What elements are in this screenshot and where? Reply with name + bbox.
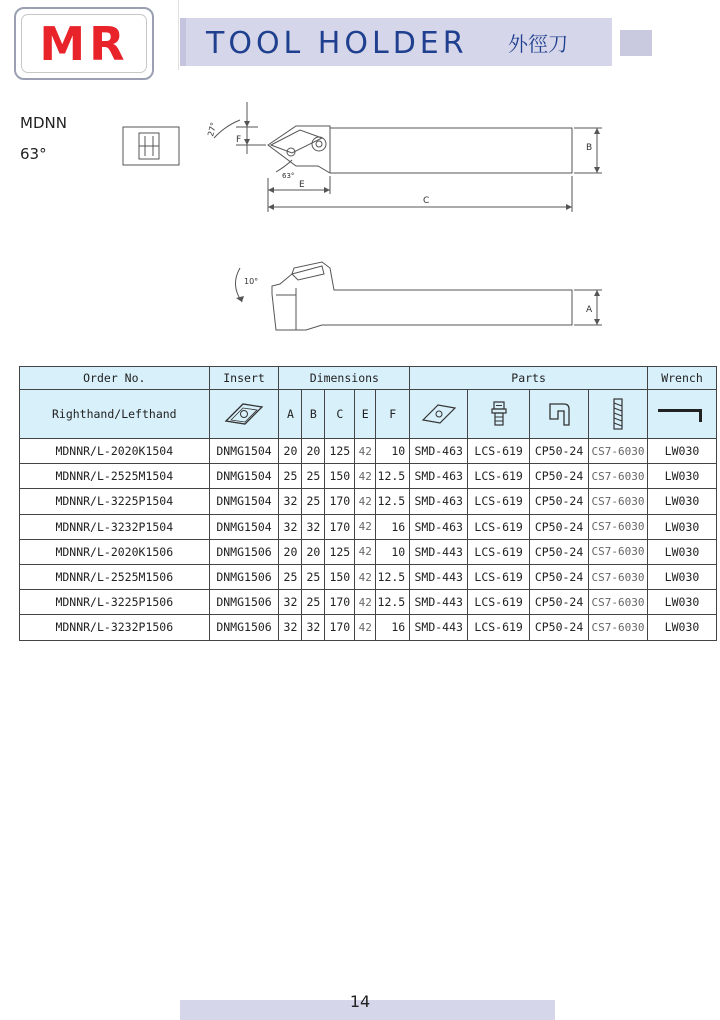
- angle-63-label: 63°: [282, 172, 295, 180]
- cell-part-shim-screw: LCS-619: [468, 564, 530, 589]
- page-number: 14: [349, 992, 371, 1011]
- cell-insert: DNMG1504: [209, 514, 279, 539]
- cell-dim-f: 10: [376, 539, 410, 564]
- cell-part-shim-screw: LCS-619: [468, 539, 530, 564]
- header-row-1: [20, 367, 717, 390]
- cell-part-insert-screw: SMD-443: [410, 539, 468, 564]
- cell-dim-e: 42: [355, 439, 376, 464]
- cell-part-set-screw: CS7-6030: [589, 539, 648, 564]
- cell-wrench: LW030: [647, 489, 716, 514]
- insert-diamond-icon: [410, 390, 468, 439]
- cell-dim-f: 12.5: [376, 464, 410, 489]
- cell-part-set-screw: CS7-6030: [589, 514, 648, 539]
- cell-dim-a: 25: [279, 464, 302, 489]
- cell-part-shim-screw: LCS-619: [468, 464, 530, 489]
- cell-part-insert-screw: SMD-463: [410, 489, 468, 514]
- cell-dim-f: 16: [376, 615, 410, 640]
- cell-dim-c: 125: [325, 539, 355, 564]
- cell-part-clamp: CP50-24: [530, 464, 589, 489]
- cell-order-no: MDNNR/L-2525M1506: [20, 564, 210, 589]
- col-parts: Parts: [410, 367, 648, 390]
- col-dim-e: E: [355, 390, 376, 439]
- col-dim-a: A: [279, 390, 302, 439]
- cell-wrench: LW030: [647, 564, 716, 589]
- table-row: [20, 514, 717, 539]
- cell-dim-e: 42: [355, 590, 376, 615]
- model-name: MDNN: [20, 114, 67, 132]
- cell-dim-b: 25: [302, 464, 325, 489]
- cell-dim-c: 170: [325, 489, 355, 514]
- cell-dim-b: 25: [302, 489, 325, 514]
- cell-dim-f: 10: [376, 439, 410, 464]
- cell-part-insert-screw: SMD-443: [410, 590, 468, 615]
- cell-dim-e: 42: [355, 615, 376, 640]
- side-view: [235, 262, 602, 330]
- angle-27-label: 27°: [206, 121, 219, 138]
- cell-part-clamp: CP50-24: [530, 590, 589, 615]
- cell-order-no: MDNNR/L-2020K1506: [20, 539, 210, 564]
- cell-insert: DNMG1506: [209, 564, 279, 589]
- cell-dim-f: 12.5: [376, 489, 410, 514]
- cell-part-shim-screw: LCS-619: [468, 489, 530, 514]
- cell-dim-b: 25: [302, 564, 325, 589]
- end-view: [123, 127, 179, 165]
- set-screw-icon: [589, 390, 648, 439]
- logo-text: MR: [39, 16, 129, 71]
- cell-dim-c: 125: [325, 439, 355, 464]
- cell-wrench: LW030: [647, 464, 716, 489]
- cell-part-clamp: CP50-24: [530, 564, 589, 589]
- table-row: [20, 564, 717, 589]
- spec-table-body: [20, 439, 717, 641]
- cell-order-no: MDNNR/L-2525M1504: [20, 464, 210, 489]
- cell-insert: DNMG1504: [209, 464, 279, 489]
- cell-part-clamp: CP50-24: [530, 514, 589, 539]
- cell-part-set-screw: CS7-6030: [589, 590, 648, 615]
- title-decoration: [620, 30, 652, 56]
- cell-part-set-screw: CS7-6030: [589, 439, 648, 464]
- col-wrench: Wrench: [647, 367, 716, 390]
- cell-dim-c: 150: [325, 564, 355, 589]
- cell-part-insert-screw: SMD-463: [410, 439, 468, 464]
- cell-insert: DNMG1504: [209, 439, 279, 464]
- cell-dim-a: 20: [279, 539, 302, 564]
- cell-part-clamp: CP50-24: [530, 615, 589, 640]
- header-divider: [178, 0, 179, 70]
- cell-part-shim-screw: LCS-619: [468, 615, 530, 640]
- table-row: [20, 615, 717, 640]
- cell-part-clamp: CP50-24: [530, 489, 589, 514]
- cell-part-shim-screw: LCS-619: [468, 590, 530, 615]
- cell-dim-c: 170: [325, 615, 355, 640]
- cell-wrench: LW030: [647, 539, 716, 564]
- table-row: [20, 489, 717, 514]
- clamp-icon: [530, 390, 589, 439]
- header-row-2: [20, 390, 717, 439]
- dim-b-label: B: [586, 143, 593, 153]
- cell-part-insert-screw: SMD-463: [410, 514, 468, 539]
- angle-10-label: 10°: [244, 277, 259, 286]
- cell-order-no: MDNNR/L-2020K1504: [20, 439, 210, 464]
- cell-dim-a: 32: [279, 489, 302, 514]
- cell-order-no: MDNNR/L-3232P1504: [20, 514, 210, 539]
- cell-dim-f: 12.5: [376, 590, 410, 615]
- cell-order-no: MDNNR/L-3225P1504: [20, 489, 210, 514]
- cell-wrench: LW030: [647, 590, 716, 615]
- dim-f-label: F: [236, 135, 242, 145]
- cell-dim-c: 170: [325, 590, 355, 615]
- cell-part-set-screw: CS7-6030: [589, 489, 648, 514]
- cell-insert: DNMG1504: [209, 489, 279, 514]
- cell-part-shim-screw: LCS-619: [468, 514, 530, 539]
- company-logo: [14, 7, 154, 80]
- cell-part-insert-screw: SMD-443: [410, 615, 468, 640]
- cell-dim-e: 42: [355, 564, 376, 589]
- cell-part-set-screw: CS7-6030: [589, 464, 648, 489]
- cell-dim-a: 32: [279, 615, 302, 640]
- col-dim-f: F: [376, 390, 410, 439]
- cell-dim-c: 170: [325, 514, 355, 539]
- cell-dim-b: 32: [302, 615, 325, 640]
- cell-dim-a: 32: [279, 590, 302, 615]
- cell-dim-b: 25: [302, 590, 325, 615]
- cell-insert: DNMG1506: [209, 539, 279, 564]
- col-insert: Insert: [209, 367, 279, 390]
- cell-insert: DNMG1506: [209, 590, 279, 615]
- cell-dim-a: 32: [279, 514, 302, 539]
- top-view: [214, 102, 602, 212]
- cell-dim-a: 25: [279, 564, 302, 589]
- dim-a-label: A: [586, 305, 593, 315]
- cell-insert: DNMG1506: [209, 615, 279, 640]
- cell-dim-b: 32: [302, 514, 325, 539]
- cell-part-shim-screw: LCS-619: [468, 439, 530, 464]
- cell-dim-e: 42: [355, 514, 376, 539]
- page-title: TOOL HOLDER: [206, 26, 468, 61]
- dim-c-label: C: [423, 196, 430, 206]
- col-dimensions: Dimensions: [279, 367, 410, 390]
- shim-screw-icon: [468, 390, 530, 439]
- cell-dim-b: 20: [302, 539, 325, 564]
- hex-wrench-icon: [647, 390, 716, 439]
- table-row: [20, 439, 717, 464]
- cell-wrench: LW030: [647, 615, 716, 640]
- cell-dim-c: 150: [325, 464, 355, 489]
- cell-dim-e: 42: [355, 489, 376, 514]
- col-dim-b: B: [302, 390, 325, 439]
- cell-part-set-screw: CS7-6030: [589, 564, 648, 589]
- table-row: [20, 539, 717, 564]
- model-angle: 63°: [20, 145, 47, 163]
- cell-dim-b: 20: [302, 439, 325, 464]
- cell-dim-f: 12.5: [376, 564, 410, 589]
- cell-wrench: LW030: [647, 439, 716, 464]
- cell-part-insert-screw: SMD-443: [410, 564, 468, 589]
- spec-table: [19, 366, 717, 641]
- cell-order-no: MDNNR/L-3225P1506: [20, 590, 210, 615]
- col-hand: Righthand/Lefthand: [20, 390, 210, 439]
- table-row: [20, 464, 717, 489]
- page-title-chinese: 外徑刀: [508, 32, 568, 56]
- cell-dim-e: 42: [355, 464, 376, 489]
- logo-frame: [21, 14, 147, 73]
- dim-e-label: E: [299, 180, 305, 190]
- cell-part-clamp: CP50-24: [530, 439, 589, 464]
- cell-order-no: MDNNR/L-3232P1506: [20, 615, 210, 640]
- cell-dim-a: 20: [279, 439, 302, 464]
- cell-part-clamp: CP50-24: [530, 539, 589, 564]
- insert-diamond-icon: [209, 390, 279, 439]
- col-dim-c: C: [325, 390, 355, 439]
- cell-dim-f: 16: [376, 514, 410, 539]
- cell-wrench: LW030: [647, 514, 716, 539]
- col-order-no: Order No.: [20, 367, 210, 390]
- tool-holder-drawing: [0, 90, 720, 350]
- table-row: [20, 590, 717, 615]
- cell-dim-e: 42: [355, 539, 376, 564]
- cell-part-set-screw: CS7-6030: [589, 615, 648, 640]
- cell-part-insert-screw: SMD-463: [410, 464, 468, 489]
